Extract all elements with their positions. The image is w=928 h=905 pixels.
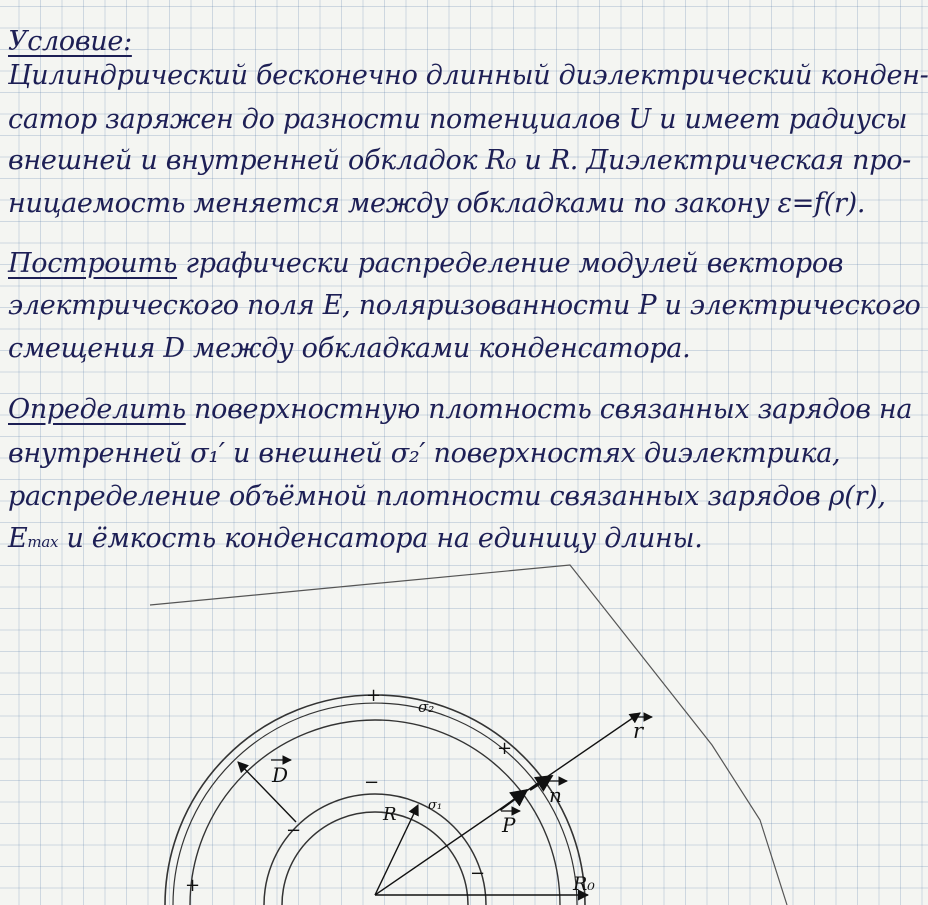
svg-text:n: n (549, 783, 562, 807)
construct-line-3: смещения D между обкладками конденсатора. (8, 333, 691, 364)
p-vector-label (501, 811, 520, 837)
construct-line-2: электрического поля E, поляризованности P и электрического (8, 290, 921, 321)
d-vector-label (271, 760, 291, 787)
svg-text:D: D (272, 763, 289, 787)
svg-text:P: P (502, 813, 516, 837)
emax-subscript: max (27, 533, 59, 551)
emax-e: E (8, 523, 28, 554)
outer-plate-arc-inner (173, 703, 577, 905)
paper-outline (150, 565, 787, 905)
outer-plate-arc-outer (165, 695, 585, 905)
condition-heading: Условие: (8, 26, 132, 57)
condition-line-4: ницаемость меняется между обкладками по закону ε=f(r). (8, 188, 866, 219)
plus-sign-right: + (497, 738, 513, 759)
determine-line-2: внутренней σ₁′ и внешней σ₂′ поверхностях диэлектрика, (8, 438, 841, 469)
determine-line-3: распределение объёмной плотности связанных зарядов ρ(r), (8, 481, 886, 512)
capacitor-arcs (165, 695, 585, 905)
inner-plate-arc (282, 812, 468, 905)
minus-sign-left: − (286, 820, 302, 841)
condition-line-2: сатор заряжен до разности потенциалов U и имеет радиусы (8, 104, 908, 135)
svg-text:r: r (633, 719, 644, 743)
inner-radius-label: R (383, 804, 397, 825)
sigma1-label: σ₁ (428, 798, 443, 813)
plus-sign-top: + (366, 685, 382, 706)
construct-keyword: Построить (8, 248, 178, 279)
outer-radius-label: R₀ (573, 873, 595, 895)
r-vector-label (632, 717, 652, 743)
determine-keyword: Определить (8, 394, 186, 425)
condition-line-3: внешней и внутренней обкладок R₀ и R. Диэлектрическая про- (8, 145, 911, 176)
minus-sign-top: − (364, 772, 380, 793)
determine-line-4-rest: и ёмкость конденсатора на единицу длины. (58, 523, 703, 554)
determine-line-1-rest: поверхностную плотность связанных зарядов на (185, 394, 913, 425)
condition-line-1: Цилиндрический бесконечно длинный диэлектрический конден- (8, 60, 928, 91)
sigma2-label: σ₂ (418, 698, 435, 716)
inner-dielectric-surface-arc (264, 794, 486, 905)
minus-sign-bottom: − (470, 863, 486, 884)
n-vector-label (548, 781, 567, 807)
plus-sign-left: + (185, 875, 201, 896)
construct-line-1-rest: графически распределение модулей векторов (177, 248, 844, 279)
p-vector-arrow (500, 790, 527, 810)
